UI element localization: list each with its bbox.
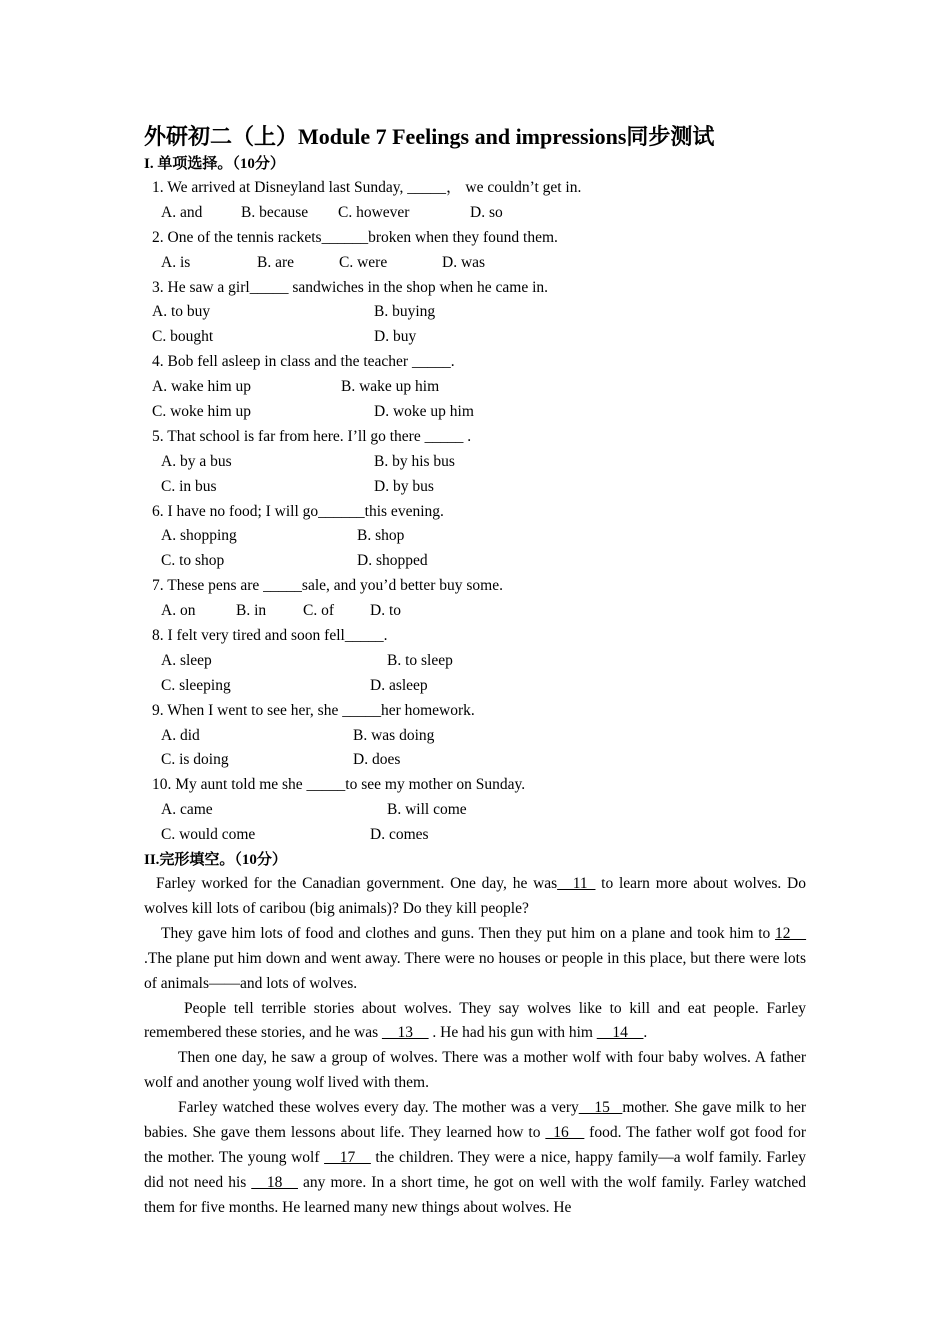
- section-heading-1: I. 单项选择。（10分）: [144, 156, 285, 172]
- passage-text: . He had his gun with him: [428, 1024, 597, 1042]
- option-b: B. because: [241, 203, 309, 221]
- options-row: [144, 798, 806, 823]
- question-9: 9. When I went to see her, she _____her homework.: [152, 701, 475, 719]
- passage-text: the children. They were a nice, happy family—a wolf family. Farley did not need his: [144, 1149, 806, 1191]
- passage-text: mother. She gave milk to her babies. She gave them lessons about life. They learned how to: [144, 1099, 807, 1142]
- option-a: A. did: [161, 726, 200, 744]
- options-row: [144, 823, 806, 848]
- option-c: C. however: [338, 203, 410, 221]
- option-a: A. on: [161, 602, 196, 620]
- option-d: D. does: [353, 751, 401, 769]
- question-1: 1. We arrived at Disneyland last Sunday, _____， we couldn’t get in.: [152, 179, 582, 196]
- question-7: 7. These pens are _____sale, and you’d better buy some.: [152, 577, 503, 595]
- option-a: A. to buy: [152, 303, 211, 321]
- options-row: [144, 649, 806, 674]
- page-title: 外研初二（上）Module 7 Feelings and impressions同步测试: [144, 124, 715, 149]
- option-b: B. buying: [374, 303, 436, 321]
- options-row: [144, 524, 806, 549]
- option-c: C. of: [303, 602, 334, 620]
- options-row: [144, 475, 806, 500]
- options-row: [144, 375, 806, 400]
- option-c: C. would come: [161, 826, 256, 844]
- option-d: D. was: [442, 253, 486, 271]
- option-d: D. asleep: [370, 676, 428, 694]
- question-2: 2. One of the tennis rackets______broken when they found them.: [152, 228, 558, 246]
- blank: __14__: [596, 1024, 644, 1042]
- blank: _16__: [545, 1124, 585, 1142]
- passage-paragraph: [144, 872, 806, 922]
- passage-text: any more. In a short time, he got on well with the wolf family. Farley watched them for five months. He learned many new things about wolves. He: [144, 1173, 806, 1216]
- option-b: B. in: [236, 602, 267, 620]
- option-c: C. is doing: [161, 751, 229, 769]
- option-c: C. sleeping: [161, 676, 231, 694]
- options-row: [144, 674, 806, 699]
- question-8: 8. I felt very tired and soon fell_____.: [152, 627, 388, 645]
- passage-text: to learn more about wolves. Do wolves kill lots of caribou (big animals)? Do they kill people?: [144, 875, 806, 917]
- question-6: 6. I have no food; I will go______this evening.: [152, 502, 444, 520]
- section-heading-2: II.完形填空。（10分）: [144, 852, 287, 869]
- blank: 12__: [775, 924, 806, 942]
- options-row: [144, 201, 806, 226]
- option-b: B. will come: [387, 801, 467, 819]
- option-c: C. bought: [152, 328, 214, 346]
- option-b: B. to sleep: [387, 651, 453, 669]
- option-b: B. by his bus: [374, 452, 455, 470]
- options-row: [144, 325, 806, 350]
- options-row: [144, 450, 806, 475]
- passage-text: Farley worked for the Canadian government. One day, he was: [156, 875, 558, 893]
- question-3: 3. He saw a girl_____ sandwiches in the shop when he came in.: [152, 278, 549, 296]
- document-content: [144, 122, 806, 1221]
- option-c: C. to shop: [161, 552, 225, 570]
- option-b: B. are: [257, 253, 295, 271]
- option-c: C. were: [339, 253, 388, 271]
- option-b: B. wake up him: [341, 378, 440, 396]
- passage-text: food. The father wolf got food for the mother. The young wolf: [144, 1124, 806, 1167]
- passage-text: They gave him lots of food and clothes and guns. Then they put him on a plane and took him to: [161, 924, 775, 942]
- blank: __11_: [557, 875, 596, 893]
- passage-text: .The plane put him down and went away. There were no houses or people in this place, but there were lots of animals——and lots of wolves.: [144, 949, 806, 992]
- option-d: D. buy: [374, 328, 417, 346]
- options-row: [144, 300, 806, 325]
- question-4: 4. Bob fell asleep in class and the teacher _____.: [152, 353, 455, 371]
- question-5: 5. That school is far from here. I’ll go there _____ .: [152, 427, 472, 445]
- option-b: B. shop: [357, 527, 405, 545]
- option-d: D. woke up him: [374, 403, 474, 421]
- passage-text: Farley watched these wolves every day. The mother was a very: [178, 1099, 579, 1117]
- option-c: C. woke him up: [152, 403, 252, 421]
- blank: __17__: [324, 1149, 371, 1167]
- options-row: [144, 724, 806, 749]
- passage-paragraph: [144, 997, 806, 1047]
- passage-text: .: [643, 1024, 648, 1042]
- blank: __13__: [382, 1024, 429, 1042]
- option-a: A. came: [161, 801, 213, 819]
- blank: __15_: [578, 1099, 623, 1117]
- option-a: A. and: [161, 203, 203, 221]
- option-d: D. to: [370, 602, 401, 620]
- passage-paragraph: Then one day, he saw a group of wolves. There was a mother wolf with four baby wolves. A father wolf and another young wolf lived with them.: [144, 1049, 806, 1092]
- passage-paragraph: [144, 1096, 806, 1221]
- option-d: D. shopped: [357, 552, 428, 570]
- option-d: D. comes: [370, 826, 429, 844]
- option-d: D. so: [470, 203, 503, 221]
- option-c: C. in bus: [161, 477, 217, 495]
- question-10: 10. My aunt told me she _____to see my mother on Sunday.: [152, 776, 526, 794]
- passage-paragraph: [144, 922, 806, 997]
- options-row: [144, 599, 806, 624]
- options-row: [144, 748, 806, 773]
- cloze-passage: [144, 872, 806, 1221]
- options-row: [144, 400, 806, 425]
- question-list: [144, 176, 806, 848]
- option-a: A. wake him up: [152, 378, 252, 396]
- option-a: A. is: [161, 253, 191, 271]
- option-b: B. was doing: [353, 726, 435, 744]
- option-a: A. by a bus: [161, 452, 232, 470]
- options-row: [144, 251, 806, 276]
- option-d: D. by bus: [374, 477, 434, 495]
- option-a: A. shopping: [161, 527, 237, 545]
- blank: __18__: [251, 1173, 298, 1191]
- option-a: A. sleep: [161, 651, 212, 669]
- options-row: [144, 549, 806, 574]
- passage-text: People tell terrible stories about wolves. They say wolves like to kill and eat people. Farley remembered these stories, and he was: [144, 999, 806, 1042]
